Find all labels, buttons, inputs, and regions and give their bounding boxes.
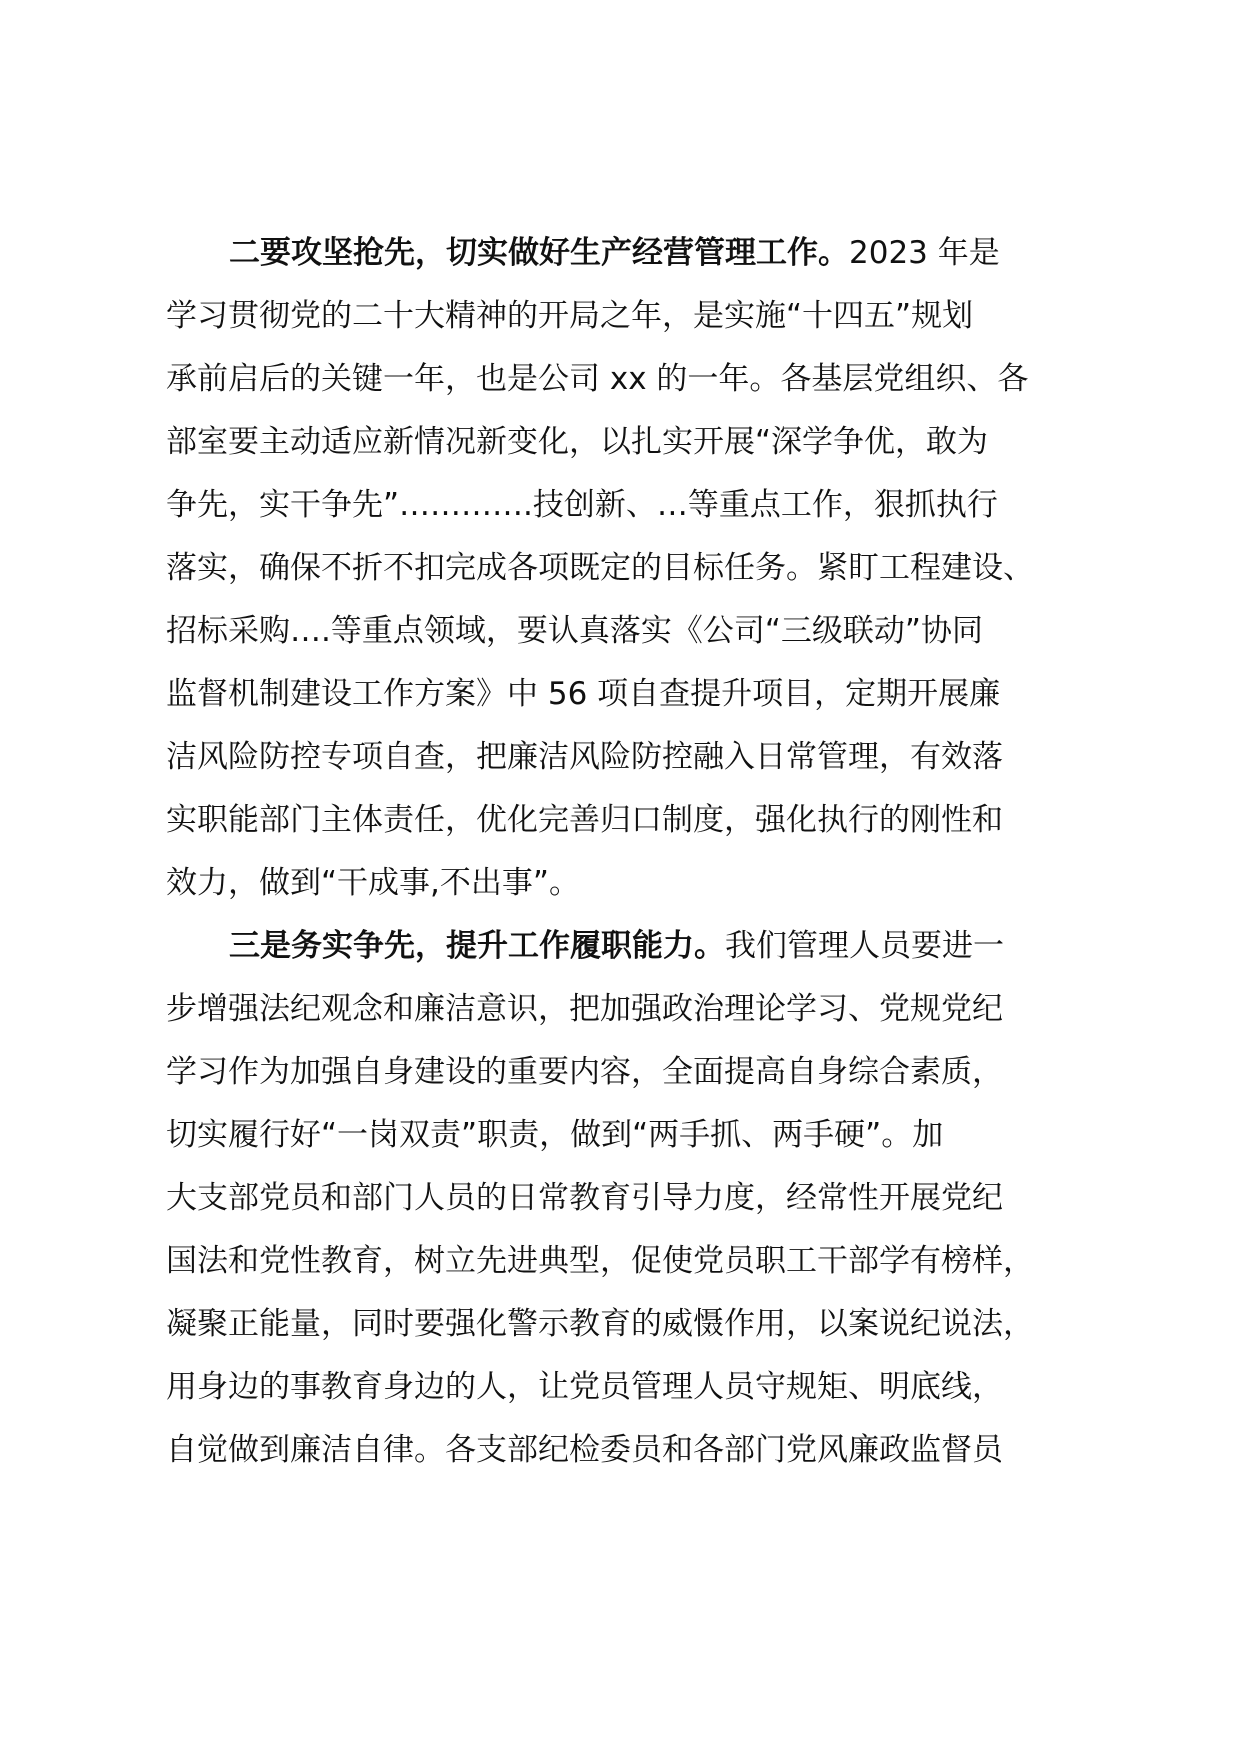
paragraph-2-line-5: 大支部党员和部门人员的日常教育引导力度，经常性开展党纪 (166, 1180, 1003, 1216)
paragraph-1-heading: 二要攻坚抢先，切实做好生产经营管理工作。 (229, 235, 849, 271)
paragraph-1-text: 2023 年是 (849, 235, 1000, 271)
paragraph-2-line-9: 自觉做到廉洁自律。各支部纪检委员和各部门党风廉政监督员 (166, 1432, 1003, 1468)
paragraph-2-line-4: 切实履行好“一岗双责”职责，做到“两手抓、两手硬”。加 (166, 1117, 944, 1153)
paragraph-1-line-6: 落实，确保不折不扣完成各项既定的目标任务。紧盯工程建设、 (166, 550, 1034, 586)
paragraph-2-line-7: 凝聚正能量，同时要强化警示教育的威慑作用，以案说纪说法， (166, 1306, 1034, 1342)
paragraph-2-line-3: 学习作为加强自身建设的重要内容，全面提高自身综合素质， (166, 1054, 1003, 1090)
paragraph-1-line-5: 争先，实干争先”………….技创新、…等重点工作，狠抓执行 (166, 487, 998, 523)
paragraph-1-line-7: 招标采购….等重点领域，要认真落实《公司“三级联动”协同 (166, 613, 983, 649)
paragraph-2-line-8: 用身边的事教育身边的人，让党员管理人员守规矩、明底线， (166, 1369, 1003, 1405)
paragraph-2-line-2: 步增强法纪观念和廉洁意识，把加强政治理论学习、党规党纪 (166, 991, 1003, 1027)
paragraph-1-line-11: 效力，做到“干成事,不出事”。 (166, 865, 580, 901)
paragraph-1-line-10: 实职能部门主体责任，优化完善归口制度，强化执行的刚性和 (166, 802, 1003, 838)
paragraph-1-line-9: 洁风险防控专项自查，把廉洁风险防控融入日常管理，有效落 (166, 739, 1003, 775)
paragraph-2-line-1 (229, 926, 1189, 966)
paragraph-1-line-2: 学习贯彻党的二十大精神的开局之年，是实施“十四五”规划 (166, 298, 974, 334)
paragraph-2-heading: 三是务实争先，提升工作履职能力。 (229, 928, 725, 964)
paragraph-1-line-1 (229, 233, 1189, 273)
paragraph-1-line-8: 监督机制建设工作方案》中 56 项自查提升项目，定期开展廉 (166, 676, 1001, 712)
paragraph-2-text: 我们管理人员要进一 (725, 928, 1004, 964)
paragraph-1-line-3: 承前启后的关键一年，也是公司 xx 的一年。各基层党组织、各 (166, 361, 1029, 397)
paragraph-2-line-6: 国法和党性教育，树立先进典型，促使党员职工干部学有榜样， (166, 1243, 1034, 1279)
paragraph-1-line-4: 部室要主动适应新情况新变化，以扎实开展“深学争优，敢为 (166, 424, 989, 460)
